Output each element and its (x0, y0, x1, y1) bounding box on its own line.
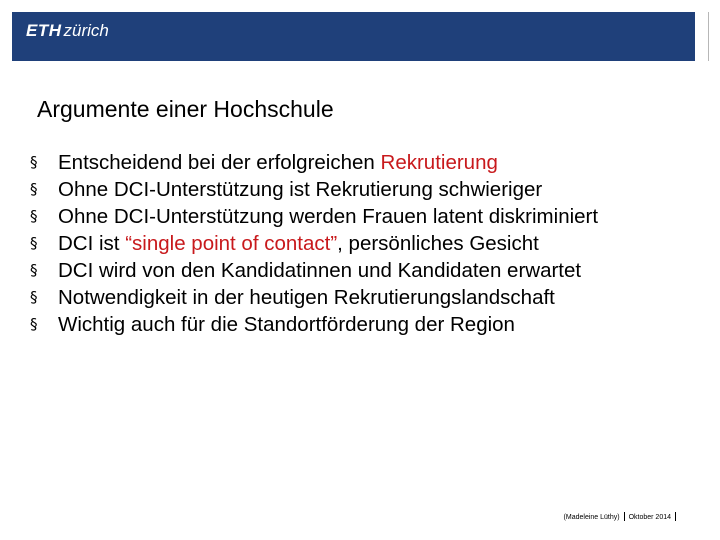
bullet-item (30, 311, 690, 338)
bullet-icon: § (30, 315, 38, 333)
bullet-item (30, 230, 690, 257)
footer-author: (Madeleine Lüthy) (563, 514, 620, 521)
footer-separator (624, 512, 625, 521)
bullet-highlight-text: “single point of contact” (125, 232, 338, 255)
bullet-item (30, 203, 690, 230)
footer-separator (675, 512, 676, 521)
header-bar (12, 12, 695, 61)
bullet-text: Notwendigkeit in der heutigen Rekrutierungslandschaft (58, 286, 555, 309)
bullet-icon: § (30, 288, 38, 306)
logo-eth-text: ETH (26, 21, 62, 40)
bullet-text: DCI ist (58, 232, 126, 255)
bullet-item (30, 257, 690, 284)
bullet-text: , persönliches Gesicht (337, 232, 539, 255)
logo-zurich-text: zürich (63, 21, 109, 40)
bullet-text: Ohne DCI-Unterstützung ist Rekrutierung schwieriger (58, 178, 543, 201)
bullet-text: Ohne DCI-Unterstützung werden Frauen latent diskriminiert (58, 205, 599, 228)
footer-date: Oktober 2014 (628, 514, 671, 521)
bullet-icon: § (30, 261, 38, 279)
bullet-text: Entscheidend bei der erfolgreichen (58, 151, 381, 174)
slide-title: Argumente einer Hochschule (37, 96, 334, 122)
bullet-icon: § (30, 234, 38, 252)
bullet-icon: § (30, 180, 38, 198)
bullet-item (30, 149, 690, 176)
footer (564, 512, 680, 521)
bullet-text: DCI wird von den Kandidatinnen und Kandidaten erwartet (58, 259, 582, 282)
bullet-item (30, 284, 690, 311)
bullet-text: Wichtig auch für die Standortförderung der Region (58, 313, 515, 336)
bullet-item (30, 176, 690, 203)
bullet-icon: § (30, 207, 38, 225)
eth-logo (26, 18, 109, 44)
bullet-highlight-text: Rekrutierung (380, 151, 498, 174)
header-right-rule (708, 12, 709, 61)
bullet-icon: § (30, 153, 38, 171)
bullet-list (30, 149, 690, 338)
